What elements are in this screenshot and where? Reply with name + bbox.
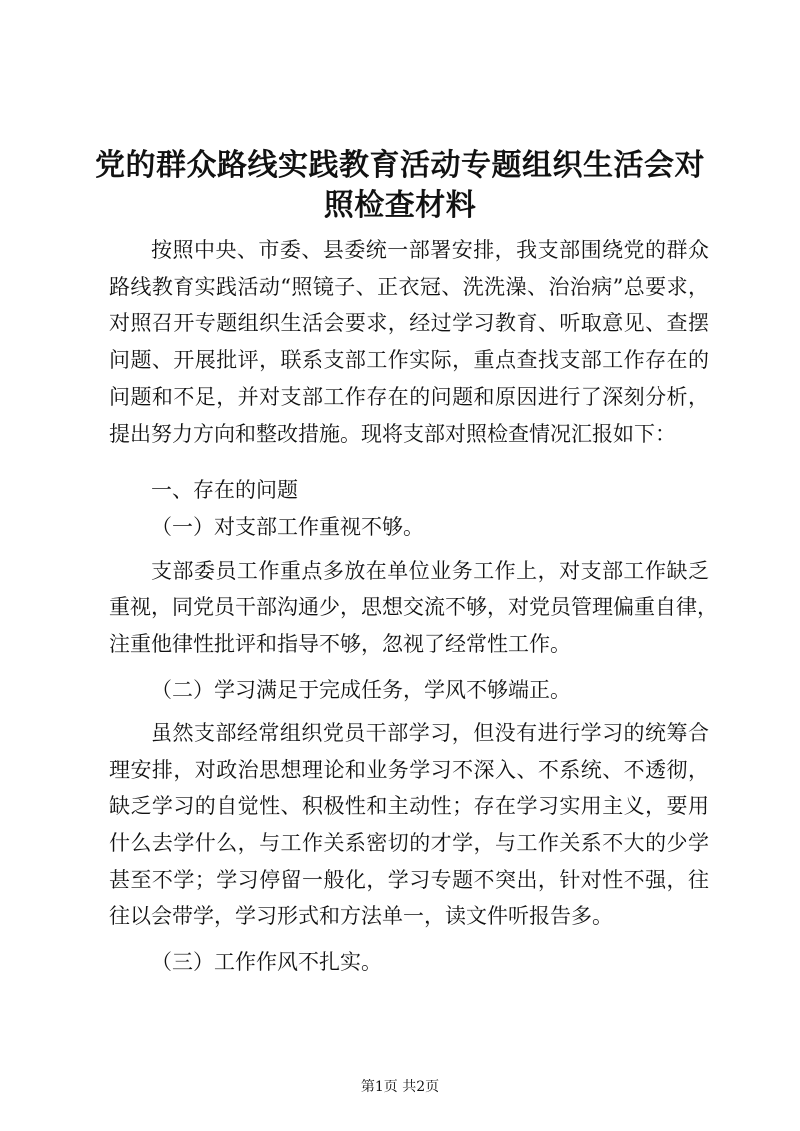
document-title-line-1: 党的群众路线实践教育活动专题组织生活会对 (95, 148, 705, 183)
paragraph-line: 对照召开专题组织生活会要求，经过学习教育、听取意见、查摆 (109, 311, 709, 335)
paragraph-line: 路线教育实践活动“照镜子、正衣冠、洗洗澡、治治病”总要求， (109, 275, 709, 299)
paragraph-line: 什么去学什么，与工作关系密切的才学，与工作关系不大的少学 (109, 831, 709, 855)
paragraph-line: 重视，同党员干部沟通少，思想交流不够，对党员管理偏重自律， (109, 595, 718, 619)
paragraph-line: 支部委员工作重点多放在单位业务工作上，对支部工作缺乏 (151, 559, 709, 583)
paragraph-line: 问题、开展批评，联系支部工作实际，重点查找支部工作存在的 (109, 348, 709, 372)
paragraph-line: 甚至不学；学习停留一般化，学习专题不突出，针对性不强，往 (109, 868, 709, 892)
paragraph-line: 缺乏学习的自觉性、积极性和主动性；存在学习实用主义，要用 (109, 794, 709, 818)
page-footer: 第1页 共2页 (360, 1079, 440, 1095)
paragraph-line: 问题和不足，并对支部工作存在的问题和原因进行了深刻分析， (109, 385, 709, 409)
paragraph-line: 提出努力方向和整改措施。现将支部对照检查情况汇报如下： (109, 422, 676, 446)
document-title-line-2: 照检查材料 (323, 188, 477, 223)
subsection-heading-3: （三）工作作风不扎实。 (151, 950, 382, 974)
subsection-heading-1: （一）对支部工作重视不够。 (151, 515, 424, 539)
section-heading-problems: 一、存在的问题 (151, 478, 298, 502)
paragraph-line: 注重他律性批评和指导不够，忽视了经常性工作。 (109, 632, 571, 656)
paragraph-line: 虽然支部经常组织党员干部学习，但没有进行学习的统筹合 (151, 721, 709, 745)
paragraph-line: 往以会带学，学习形式和方法单一，读文件听报告多。 (109, 904, 613, 928)
subsection-heading-2: （二）学习满足于完成任务，学风不够端正。 (151, 678, 571, 702)
paragraph-line: 理安排，对政治思想理论和业务学习不深入、不系统、不透彻， (109, 758, 709, 782)
paragraph-line: 按照中央、市委、县委统一部署安排，我支部围绕党的群众 (151, 238, 709, 262)
